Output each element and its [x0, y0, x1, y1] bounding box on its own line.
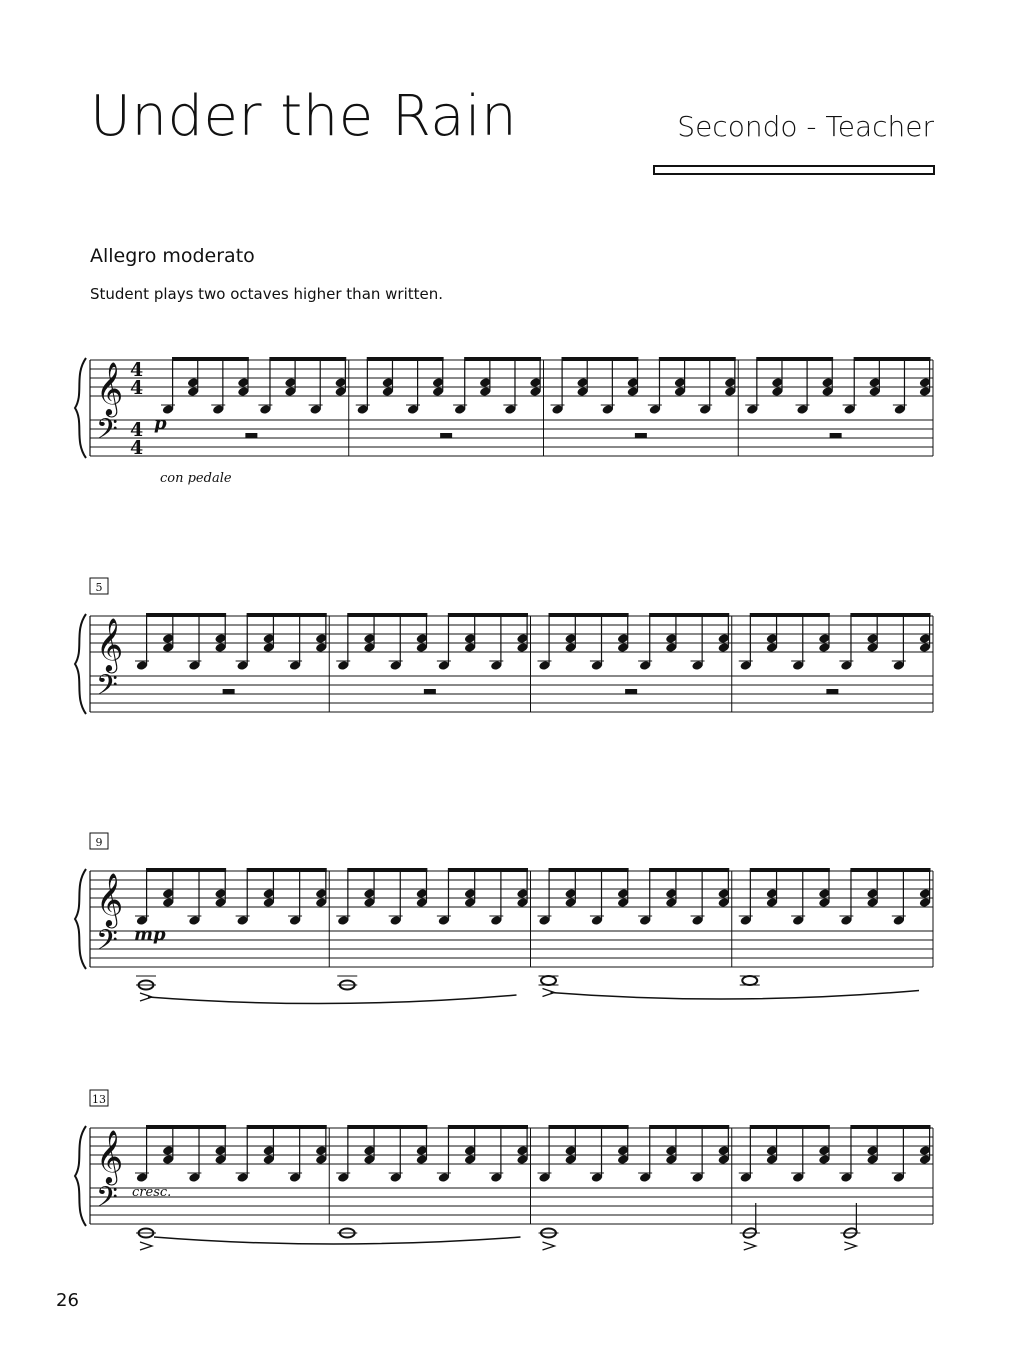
whole-note [541, 976, 556, 985]
beam [549, 868, 629, 872]
beam [347, 868, 427, 872]
tie [551, 991, 920, 1000]
beam [562, 357, 639, 361]
beam [549, 1125, 629, 1129]
beam [850, 1125, 930, 1129]
treble-clef: 𝄞 [96, 617, 124, 671]
whole-rest [625, 689, 637, 694]
bass-clef: 𝄢 [96, 924, 118, 964]
system-4 [75, 1090, 933, 1250]
whole-rest [245, 433, 257, 438]
dynamic-marking: mp [134, 924, 166, 945]
beam [146, 613, 226, 617]
whole-note [742, 976, 757, 985]
beam [448, 1125, 528, 1129]
bass-time-signature-top: 4 [130, 419, 144, 441]
accent-mark [543, 1242, 555, 1250]
beam [172, 357, 249, 361]
accent-mark [844, 1242, 856, 1250]
beam [464, 357, 541, 361]
brace [75, 869, 86, 969]
expression-marking: con pedale [160, 471, 232, 486]
measure-number: 9 [95, 836, 103, 849]
beam [367, 357, 444, 361]
system-3 [75, 833, 933, 1004]
page-number: 26 [56, 1290, 79, 1311]
beam [247, 1125, 327, 1129]
measure-number: 13 [92, 1093, 106, 1106]
tie [154, 1237, 521, 1244]
beam [247, 868, 327, 872]
expression-marking: cresc. [132, 1185, 172, 1200]
beam [659, 357, 736, 361]
whole-rest [440, 433, 452, 438]
system-2 [75, 578, 933, 714]
dynamic-marking: p [154, 413, 167, 434]
beam [750, 868, 830, 872]
beam [750, 1125, 830, 1129]
bass-clef: 𝄢 [96, 413, 118, 453]
whole-rest [223, 689, 235, 694]
beam [146, 1125, 226, 1129]
treble-clef: 𝄞 [96, 1129, 124, 1183]
beam [649, 1125, 729, 1129]
accent-mark [744, 1242, 756, 1250]
accent-mark [140, 1242, 152, 1250]
beam [649, 868, 729, 872]
measure-number: 5 [95, 581, 103, 594]
brace [75, 358, 86, 458]
beam [247, 613, 327, 617]
beam [850, 613, 930, 617]
whole-rest [424, 689, 436, 694]
performance-instruction: Student plays two octaves higher than written. [90, 285, 444, 303]
beam [448, 613, 528, 617]
treble-time-signature-top: 4 [130, 359, 144, 381]
beam [448, 868, 528, 872]
piece-title: Under the Rain [90, 84, 518, 149]
whole-rest [635, 433, 647, 438]
brace [75, 614, 86, 714]
beam [756, 357, 833, 361]
bass-clef: 𝄢 [96, 669, 118, 709]
tempo-marking: Allegro moderato [90, 245, 255, 267]
bass-time-signature-bottom: 4 [130, 437, 144, 459]
treble-clef: 𝄞 [96, 872, 124, 926]
beam [549, 613, 629, 617]
tie [148, 995, 517, 1004]
bass-clef: 𝄢 [96, 1181, 118, 1221]
part-label: Secondo - Teacher [677, 110, 934, 143]
beam [146, 868, 226, 872]
whole-rest [830, 433, 842, 438]
treble-time-signature-bottom: 4 [130, 377, 144, 399]
treble-clef: 𝄞 [96, 361, 124, 415]
system-1 [75, 357, 933, 486]
beam [854, 357, 931, 361]
beam [347, 613, 427, 617]
beam [269, 357, 346, 361]
beam [850, 868, 930, 872]
beam [347, 1125, 427, 1129]
whole-rest [826, 689, 838, 694]
beam [649, 613, 729, 617]
beam [750, 613, 830, 617]
brace [75, 1126, 86, 1226]
